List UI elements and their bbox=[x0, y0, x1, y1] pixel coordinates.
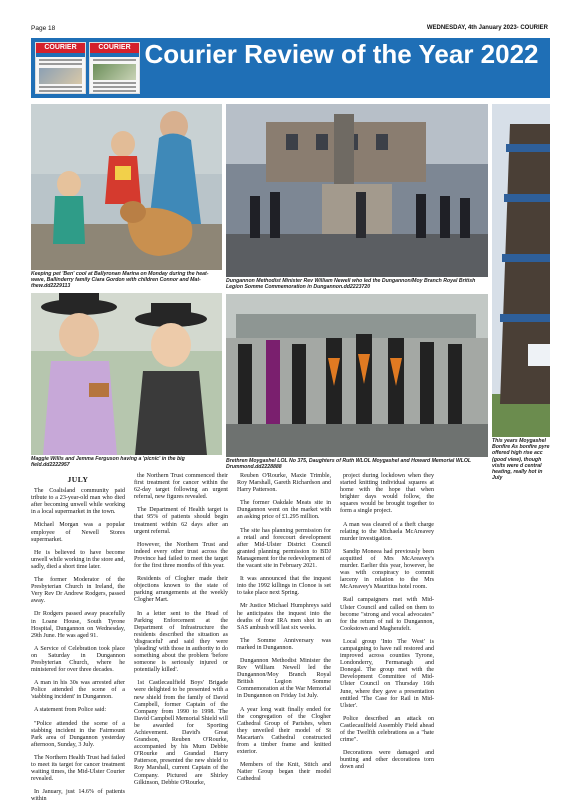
photo-lodge-parade bbox=[226, 294, 488, 457]
photo-marina-family bbox=[31, 104, 222, 270]
cover-masthead: COURIER bbox=[36, 43, 85, 53]
article-column-2: the Northern Trust commenced their first treatment for cancer within the 62-day target following an urgent referral, new figures revealed. The Department of Health target is that 95% of patients should begin treatment within 62 days after an urgent referral. However, the Northern Trust and indeed every other trust across the Province had failed to meet the target for the first three months of this year. Residents of Clogher made their objections known to the state of parking arrangements at the weekly Clogher Mart. In a letter sent to the Head of Parking Enforcement at the Department of Infrastructure the residents described the situation as 'disgraceful' and said they were 'pleading' with those in authority to do something about the problem 'before someone is seriously injured or potentially killed'. 1st Castlecaulfield Boys' Brigade were delighted to be presented with a new shield from the family of David Campbell, former Captain of the Company from 1990 to 1998. The David Campbell Memorial Shield will be awarded for Sporting Achievement. David's Great Grandson, Reuben O'Rourke, accompanied by his Mum Debbie O'Rourke and Grandad Harry Patterson, presented the new shield to Roy Marshall, current Captain of the Company. Pictured are Shirley Gilkinson, Debbie O'Rourke, bbox=[134, 473, 228, 786]
article-column-1: JULY The Coalisland community paid tribute to a 23-year-old man who died after becoming unwell while working in a local supermarket in the town. Michael Morgan was a popular employee of Newell Stores supermarket. He is believed to have become unwell while working in the store and, sadly, died a short time later. The former Moderator of the Presbyterian Church in Ireland, the Very Rev Dr Andrew Rodgers, passed away. Dr Rodgers passed away peacefully in Loane House, South Tyrone Hospital, Dungannon on Wednesday, 29th June. He was aged 91. A Service of Celebration took place on Saturday in Dungannon Presbyterian Church, where he ministered for over three decades. A man in his 30s was arrested after Police attended the scene of a 'stabbing incident' in Dungannon. A statement from Police said: "Police attended the scene of a stabbing incident in the Fairmount Park area of Dungannon yesterday afternoon, Sunday, 3 July. The Northern Health Trust had failed to meet its target for cancer treatment waiting times, the Mid-Ulster Courier revealed. In January, just 14.6% of patients within bbox=[31, 475, 125, 803]
page-number: Page 18 bbox=[31, 25, 56, 32]
section-banner bbox=[31, 38, 550, 98]
photo-caption: Dungannon Methodist Minister Rev William Newell who led the Dungannon/Moy Branch Royal British Legion Somme Commemoration in Dungannon.dd2223720 bbox=[226, 278, 476, 291]
dateline: WEDNESDAY, 4th January 2023- COURIER bbox=[426, 25, 548, 31]
running-head bbox=[0, 0, 580, 38]
section-heading-july: JULY bbox=[67, 475, 89, 484]
photo-somme-commemoration bbox=[226, 104, 488, 277]
article-column-4: project during lockdown when they started knitting individual squares at home with the hope that when brighter days would follow, the squares would be brought together to form a single project. A man was cleared of a theft charge relating to the Michaela McAreavey murder investigation. Sandip Moneea had previously been acquitted of Mrs McAreavey's murder. Earlier this year, however, he was with conspiracy to commit larceny in relation to the Mrs McAreavey's Mauritius hotel room. Rail campaigners met with Mid-Ulster Council and called on them to become "strong and vocal advocates" for the return of rail to Dungannon, Cookstown and Magherafelt. Local group 'Into The West' is campaigning to have rail restored and improved across counties Tyrone, Londonderry, Fermanagh and Donegal. The group met with the Development Committee of Mid-Ulster Council on Thursday 16th June, where they gave a presentation entitled 'The Case for Rail in Mid-Ulster'. Police described an attack on Castlecaulfield Assembly Field ahead of the Twelfth celebrations as a "hate crime". Decorations were damaged and bunting and other decorations torn down and bbox=[340, 473, 434, 771]
photo-caption: Maggie Willis and Jemma Ferguson having a 'picnic' in the big field.dd2222957 bbox=[31, 456, 185, 469]
photo-caption: Keeping pet 'Ben' cool at Ballyronan Marina on Monday during the heat-wave, Ballinderry family Ciara Gordon with children Connor and Mat-thew.dd2229113 bbox=[31, 271, 209, 290]
article-column-3: Reuben O'Rourke, Maxie Trimble, Roy Marshall, Gareth Richardson and Harry Patterson. The former Oakdale Meats site in Dungannon went on the market with an asking price of £1.295 million. The site has planning permission for a retail and forecourt development after Mid-Ulster District Council granted planning permission to BDJ Management for the redevelopment of the vacant site in February 2021. It was announced that the inquest into the 1992 killings in Clonoe is set to take place next Spring. Mr Justice Michael Humphreys said he anticipates the inquest into the deaths of four IRA men shot in an SAS ambush will last six weeks. The Somme Anniversary was marked in Dungannon. Dungannon Methodist Minister the Rev William Newell led the Dungannon/Moy Branch Royal British Legion Somme Commemoration at the War Memorial in Dungannon on Friday 1st July. A year long wait finally ended for the congregation of the Clogher Cathedral Group of Parishes, when they unveiled their model of St Macartan's Cathedral constructed from a timber frame and knitted exterior. Members of the Knit, Stitch and Natter Group began their model Cathedral bbox=[237, 473, 331, 783]
courier-cover-thumbnail bbox=[89, 42, 140, 94]
photo-caption: Brethren Moygashel LOL No 375, Daughters of Ruth WLOL Moygashel and Howard Memorial WLOL Drummond.dd2228888 bbox=[226, 458, 471, 471]
photo-moygashel-bonfire bbox=[492, 104, 550, 437]
photo-caption: This years Moygashel Bonfire As bonfire pyre offered high rise acc (good view), though visits were d central heating, really hot in July bbox=[492, 438, 550, 482]
courier-cover-thumbnail bbox=[35, 42, 86, 94]
cover-masthead: COURIER bbox=[90, 43, 139, 53]
banner-title: Courier Review of the Year 2022 bbox=[144, 39, 539, 69]
photo-picnic bbox=[31, 293, 222, 455]
